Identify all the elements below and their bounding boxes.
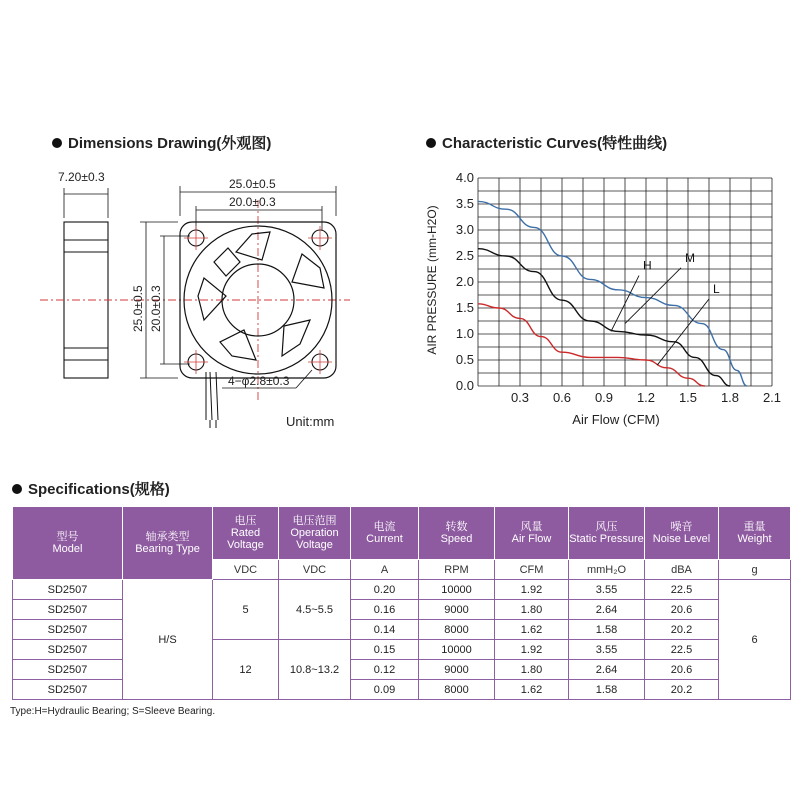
header-en-label: Noise Level — [652, 533, 711, 545]
header-en-label: Model — [52, 543, 83, 555]
bullet-icon — [426, 138, 436, 148]
width-hole-dim: 20.0±0.3 — [229, 195, 276, 209]
header-cn-label: 风压 — [595, 521, 618, 533]
height-hole-dim: 20.0±0.3 — [149, 285, 163, 332]
table-body — [13, 580, 791, 700]
current-cell: 0.15 — [351, 640, 419, 660]
pressure-cell: 2.64 — [569, 660, 645, 680]
header-noise-level — [645, 507, 719, 560]
series-label-h: H — [643, 258, 652, 273]
fan-side-view — [64, 188, 108, 378]
voltage-range-cell: 4.5~5.5 — [279, 580, 351, 640]
speed-cell: 10000 — [419, 640, 495, 660]
specs-heading — [12, 478, 170, 499]
y-tick-label: 2.5 — [455, 248, 474, 263]
unit-label: Unit:mm — [286, 414, 335, 429]
header-en-label: Speed — [440, 533, 473, 545]
pressure-cell: 3.55 — [569, 640, 645, 660]
header-cn-label: 型号 — [56, 531, 79, 543]
x-tick-label: 0.3 — [510, 390, 530, 405]
header-model — [13, 507, 123, 580]
specifications-table — [12, 506, 791, 700]
x-tick-label: 2.1 — [762, 390, 782, 405]
unit-cell: A — [351, 560, 419, 580]
y-tick-labels — [456, 170, 474, 393]
unit-cell: VDC — [213, 560, 279, 580]
pressure-cell: 1.58 — [569, 620, 645, 640]
unit-cell: CFM — [495, 560, 569, 580]
pressure-cell: 2.64 — [569, 600, 645, 620]
dimensions-heading — [52, 132, 271, 153]
header-en-label: Current — [366, 533, 403, 545]
speed-cell: 10000 — [419, 580, 495, 600]
pressure-cell: 3.55 — [569, 580, 645, 600]
curves-heading-text: Characteristic Curves(特性曲线) — [442, 135, 668, 152]
air-flow-cell: 1.62 — [495, 620, 569, 640]
x-tick-label: 1.2 — [636, 390, 656, 405]
chart-series — [478, 201, 747, 386]
air-flow-cell: 1.62 — [495, 680, 569, 700]
dimensions-drawing — [0, 160, 420, 450]
table-row — [13, 580, 791, 600]
header-en-label: Rated Voltage — [227, 527, 264, 551]
y-tick-label: 4.0 — [455, 170, 474, 185]
noise-cell: 20.2 — [645, 680, 719, 700]
header-cn-label: 风量 — [520, 521, 543, 533]
rated-voltage-cell: 12 — [213, 640, 279, 700]
header-cn-label: 噪音 — [670, 521, 693, 533]
speed-cell: 8000 — [419, 680, 495, 700]
y-tick-label: 0.5 — [455, 352, 474, 367]
thickness-dim: 7.20±0.3 — [58, 170, 105, 184]
unit-cell: VDC — [279, 560, 351, 580]
current-cell: 0.14 — [351, 620, 419, 640]
x-tick-labels — [511, 390, 781, 405]
current-cell: 0.16 — [351, 600, 419, 620]
current-cell: 0.20 — [351, 580, 419, 600]
unit-cell: dBA — [645, 560, 719, 580]
series-leader-m — [625, 268, 681, 324]
dimension-lines — [140, 186, 336, 378]
air-flow-cell: 1.92 — [495, 580, 569, 600]
model-cell: SD2507 — [13, 580, 123, 600]
curves-heading — [426, 132, 667, 153]
header-rated-voltage — [213, 507, 279, 560]
model-cell: SD2507 — [13, 640, 123, 660]
header-current — [351, 507, 419, 560]
x-tick-label: 0.6 — [552, 390, 572, 405]
x-tick-label: 0.9 — [594, 390, 614, 405]
model-cell: SD2507 — [13, 660, 123, 680]
noise-cell: 20.2 — [645, 620, 719, 640]
header-cn-label: 电流 — [373, 521, 396, 533]
y-tick-label: 1.0 — [455, 326, 474, 341]
model-cell: SD2507 — [13, 600, 123, 620]
speed-cell: 8000 — [419, 620, 495, 640]
unit-cell: mmH₂O — [569, 560, 645, 580]
header-cn-label: 电压范围 — [292, 515, 337, 527]
pressure-cell: 1.58 — [569, 680, 645, 700]
bearing-footnote: Type:H=Hydraulic Bearing; S=Sleeve Bearing. — [10, 706, 216, 717]
table-header-row — [13, 507, 791, 560]
header-cn-label: 电压 — [234, 515, 257, 527]
bearing-cell: H/S — [123, 580, 213, 700]
model-cell: SD2507 — [13, 680, 123, 700]
noise-cell: 20.6 — [645, 600, 719, 620]
y-axis-label: AIR PRESSURE (mm-H2O) — [425, 205, 439, 355]
noise-cell: 22.5 — [645, 580, 719, 600]
header-en-label: Operation Voltage — [290, 527, 339, 551]
header-cn-label: 转数 — [445, 521, 468, 533]
characteristic-chart — [420, 160, 800, 450]
y-tick-label: 3.0 — [455, 222, 474, 237]
header-en-label: Weight — [737, 533, 772, 545]
series-label-m: M — [685, 250, 695, 265]
air-flow-cell: 1.92 — [495, 640, 569, 660]
series-line-h — [478, 201, 747, 386]
air-flow-cell: 1.80 — [495, 600, 569, 620]
unit-cell: RPM — [419, 560, 495, 580]
height-outer-dim: 25.0±0.5 — [131, 285, 145, 332]
header-bearing-type — [123, 507, 213, 580]
x-axis-label: Air Flow (CFM) — [572, 412, 660, 427]
x-tick-label: 1.8 — [720, 390, 740, 405]
noise-cell: 20.6 — [645, 660, 719, 680]
header-operation-voltage — [279, 507, 351, 560]
unit-cell: g — [719, 560, 791, 580]
header-en-label: Air Flow — [511, 533, 552, 545]
y-tick-label: 2.0 — [455, 274, 474, 289]
header-speed — [419, 507, 495, 560]
holes-dim: 4−φ2.8±0.3 — [228, 374, 290, 388]
current-cell: 0.09 — [351, 680, 419, 700]
width-outer-dim: 25.0±0.5 — [229, 177, 276, 191]
series-line-l — [478, 304, 705, 386]
noise-cell: 22.5 — [645, 640, 719, 660]
header-en-label: Bearing Type — [135, 543, 200, 555]
weight-cell: 6 — [719, 580, 791, 700]
y-tick-label: 0.0 — [455, 378, 474, 393]
header-cn-label: 轴承类型 — [145, 531, 190, 543]
rated-voltage-cell: 5 — [213, 580, 279, 640]
header-static-pressure — [569, 507, 645, 560]
specs-heading-text: Specifications(规格) — [28, 481, 170, 498]
header-air-flow — [495, 507, 569, 560]
lead-wires — [206, 372, 218, 428]
header-weight — [719, 507, 791, 560]
air-flow-cell: 1.80 — [495, 660, 569, 680]
dimensions-heading-text: Dimensions Drawing(外观图) — [68, 135, 272, 152]
y-tick-label: 3.5 — [455, 196, 474, 211]
speed-cell: 9000 — [419, 660, 495, 680]
model-cell: SD2507 — [13, 620, 123, 640]
voltage-range-cell: 10.8~13.2 — [279, 640, 351, 700]
header-cn-label: 重量 — [743, 521, 766, 533]
current-cell: 0.12 — [351, 660, 419, 680]
y-tick-label: 1.5 — [455, 300, 474, 315]
bullet-icon — [12, 484, 22, 494]
speed-cell: 9000 — [419, 600, 495, 620]
header-en-label: Static Pressure — [569, 533, 644, 545]
x-tick-label: 1.5 — [678, 390, 698, 405]
bullet-icon — [52, 138, 62, 148]
series-label-l: L — [713, 282, 720, 296]
